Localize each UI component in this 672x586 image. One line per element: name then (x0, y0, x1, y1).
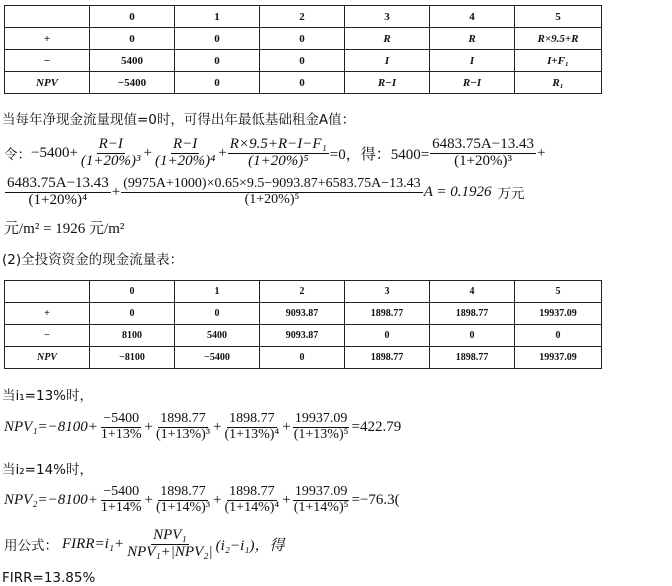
cell: 9093.87 (260, 325, 345, 347)
cell: 1898.77 (345, 347, 430, 369)
cell: R−I (345, 72, 430, 94)
eq-lhs: FIRR=i₁+ (62, 535, 125, 552)
header-cell: 5 (515, 6, 602, 28)
denominator: (1+14%)⁵ (293, 499, 349, 515)
denominator: (1+13%)⁴ (224, 426, 280, 442)
eq-result: =422.79 (351, 418, 402, 435)
operator: + (144, 491, 153, 508)
denominator: (1+14%)⁴ (224, 499, 280, 515)
cell: 1898.77 (430, 303, 515, 325)
header-cell: 4 (430, 6, 515, 28)
numerator: −5400 (103, 411, 140, 426)
cell: 0 (175, 72, 260, 94)
fraction (79, 137, 143, 170)
cell: R−I (430, 72, 515, 94)
row-label: NPV (5, 72, 90, 94)
denominator: NPV₁+|NPV₂| (127, 543, 213, 560)
table-row (5, 325, 602, 347)
cell: 5400 (90, 50, 175, 72)
eq-lead: 用公式： (4, 538, 58, 555)
cash-flow-table-total-investment (4, 280, 602, 369)
cell: R₁ (515, 72, 602, 94)
cell: 1898.77 (345, 303, 430, 325)
operator: + (218, 144, 227, 161)
final-result: FIRR=13.85% (2, 570, 96, 586)
fraction (125, 528, 214, 561)
eq-result-per-m2: 元/m² = 1926 元/m² (4, 221, 125, 237)
cell: 0 (430, 325, 515, 347)
table-header-row (5, 6, 602, 28)
row-label: NPV (5, 347, 90, 369)
numerator: 1898.77 (160, 411, 206, 426)
fraction (154, 412, 212, 442)
denominator: 1+13% (100, 426, 142, 442)
table-row (5, 347, 602, 369)
numerator: −5400 (103, 484, 140, 499)
header-cell: 2 (260, 281, 345, 303)
row-label: − (5, 50, 90, 72)
row-label: + (5, 28, 90, 50)
numerator: R−I (98, 136, 123, 152)
numerator: 1898.77 (160, 484, 206, 499)
fraction (223, 485, 282, 515)
header-cell: 2 (260, 6, 345, 28)
intro-text: 当每年净现金流量现值=0时，可得出年最低基础租金A值： (2, 112, 356, 128)
fraction (5, 176, 111, 209)
operator: + (536, 144, 546, 161)
numerator: 19937.09 (294, 411, 348, 426)
header-cell: 0 (90, 281, 175, 303)
cell: 0 (90, 28, 175, 50)
cell: R×9.5+R (515, 28, 602, 50)
case-label: 当i₁=13%时， (2, 388, 93, 404)
header-cell (5, 281, 90, 303)
cell: 0 (175, 303, 260, 325)
cell: 0 (260, 50, 345, 72)
eq-lead: 令： (4, 147, 31, 164)
fraction (99, 412, 144, 442)
header-cell: 0 (90, 6, 175, 28)
section-heading: (2)全投资资金的现金流量表： (2, 252, 184, 268)
table-row (5, 50, 602, 72)
fraction (153, 137, 217, 170)
operator: + (213, 491, 222, 508)
operator: + (282, 418, 291, 435)
case-label: 当i₂=14%时， (2, 462, 93, 478)
header-cell: 4 (430, 281, 515, 303)
denominator: (1+20%)⁴ (28, 191, 88, 208)
fraction (228, 137, 329, 170)
table-row (5, 28, 602, 50)
denominator: (1+20%)³ (80, 152, 141, 169)
eq-lhs: NPV₁=−8100+ (4, 418, 98, 435)
npv1-equation (4, 412, 401, 442)
operator: + (213, 418, 222, 435)
operator: + (144, 418, 153, 435)
numerator: R−I (173, 136, 198, 152)
cell: 0 (515, 325, 602, 347)
cell: 5400 (175, 325, 260, 347)
cell: I+F₁ (515, 50, 602, 72)
npv2-equation (4, 485, 400, 515)
header-cell (5, 6, 90, 28)
eq-result: A = 0.1926 (423, 183, 492, 200)
cell: −8100 (90, 347, 175, 369)
cell: 0 (175, 50, 260, 72)
header-cell: 1 (175, 281, 260, 303)
fraction (99, 485, 144, 515)
cell: 0 (260, 347, 345, 369)
denominator: (1+20%)⁴ (155, 152, 216, 169)
eq-term: −5400+ (31, 144, 78, 161)
denominator: (1+13%)⁵ (293, 426, 349, 442)
cell: 1898.77 (430, 347, 515, 369)
denominator: (1+14%)³ (155, 499, 211, 515)
fraction (154, 485, 212, 515)
cell: 19937.09 (515, 303, 602, 325)
equation-line-2 (4, 176, 524, 209)
denominator: 1+14% (100, 499, 142, 515)
numerator: NPV₁ (153, 527, 187, 543)
numerator: 6483.75A−13.43 (7, 175, 109, 191)
numerator: R×9.5+R−I−F₁ (229, 136, 327, 152)
header-cell: 3 (345, 281, 430, 303)
denominator: (1+20%)⁵ (244, 191, 300, 207)
table-row (5, 72, 602, 94)
operator: + (282, 491, 291, 508)
denominator: (1+20%)³ (454, 152, 513, 169)
cell: R (345, 28, 430, 50)
header-cell: 5 (515, 281, 602, 303)
header-cell: 3 (345, 6, 430, 28)
cell: −5400 (90, 72, 175, 94)
cell: I (430, 50, 515, 72)
denominator: (1+20%)⁵ (248, 152, 309, 169)
eq-tail: (i₂−i₁)，得 (215, 537, 285, 554)
fraction (430, 137, 536, 170)
eq-lhs: NPV₂=−8100+ (4, 491, 98, 508)
cell: 8100 (90, 325, 175, 347)
table-header-row (5, 281, 602, 303)
row-label: + (5, 303, 90, 325)
fraction (292, 485, 351, 515)
denominator: (1+13%)³ (155, 426, 211, 442)
firr-formula (4, 528, 284, 561)
cell: 0 (260, 28, 345, 50)
unit-label: 万元 (497, 186, 525, 203)
row-label: − (5, 325, 90, 347)
header-cell: 1 (175, 6, 260, 28)
numerator: 6483.75A−13.43 (432, 136, 534, 152)
equation-line-1 (4, 137, 545, 170)
cash-flow-table-rent (4, 5, 602, 94)
fraction (223, 412, 282, 442)
cell: 19937.09 (515, 347, 602, 369)
cell: 9093.87 (260, 303, 345, 325)
cell: 0 (345, 325, 430, 347)
cell: R (430, 28, 515, 50)
fraction (292, 412, 351, 442)
cell: −5400 (175, 347, 260, 369)
operator: + (111, 183, 121, 200)
numerator: 1898.77 (229, 411, 275, 426)
eq-text: =0，得：5400= (329, 146, 430, 163)
fraction (121, 177, 422, 207)
numerator: (9975A+1000)×0.65×9.5−9093.87+6583.75A−13.43 (123, 176, 421, 192)
cell: 0 (175, 28, 260, 50)
numerator: 19937.09 (294, 484, 348, 499)
cell: 0 (90, 303, 175, 325)
table-row (5, 303, 602, 325)
cell: I (345, 50, 430, 72)
eq-result: =−76.3( (351, 491, 400, 508)
numerator: 1898.77 (229, 484, 275, 499)
cell: 0 (260, 72, 345, 94)
operator: + (143, 144, 152, 161)
